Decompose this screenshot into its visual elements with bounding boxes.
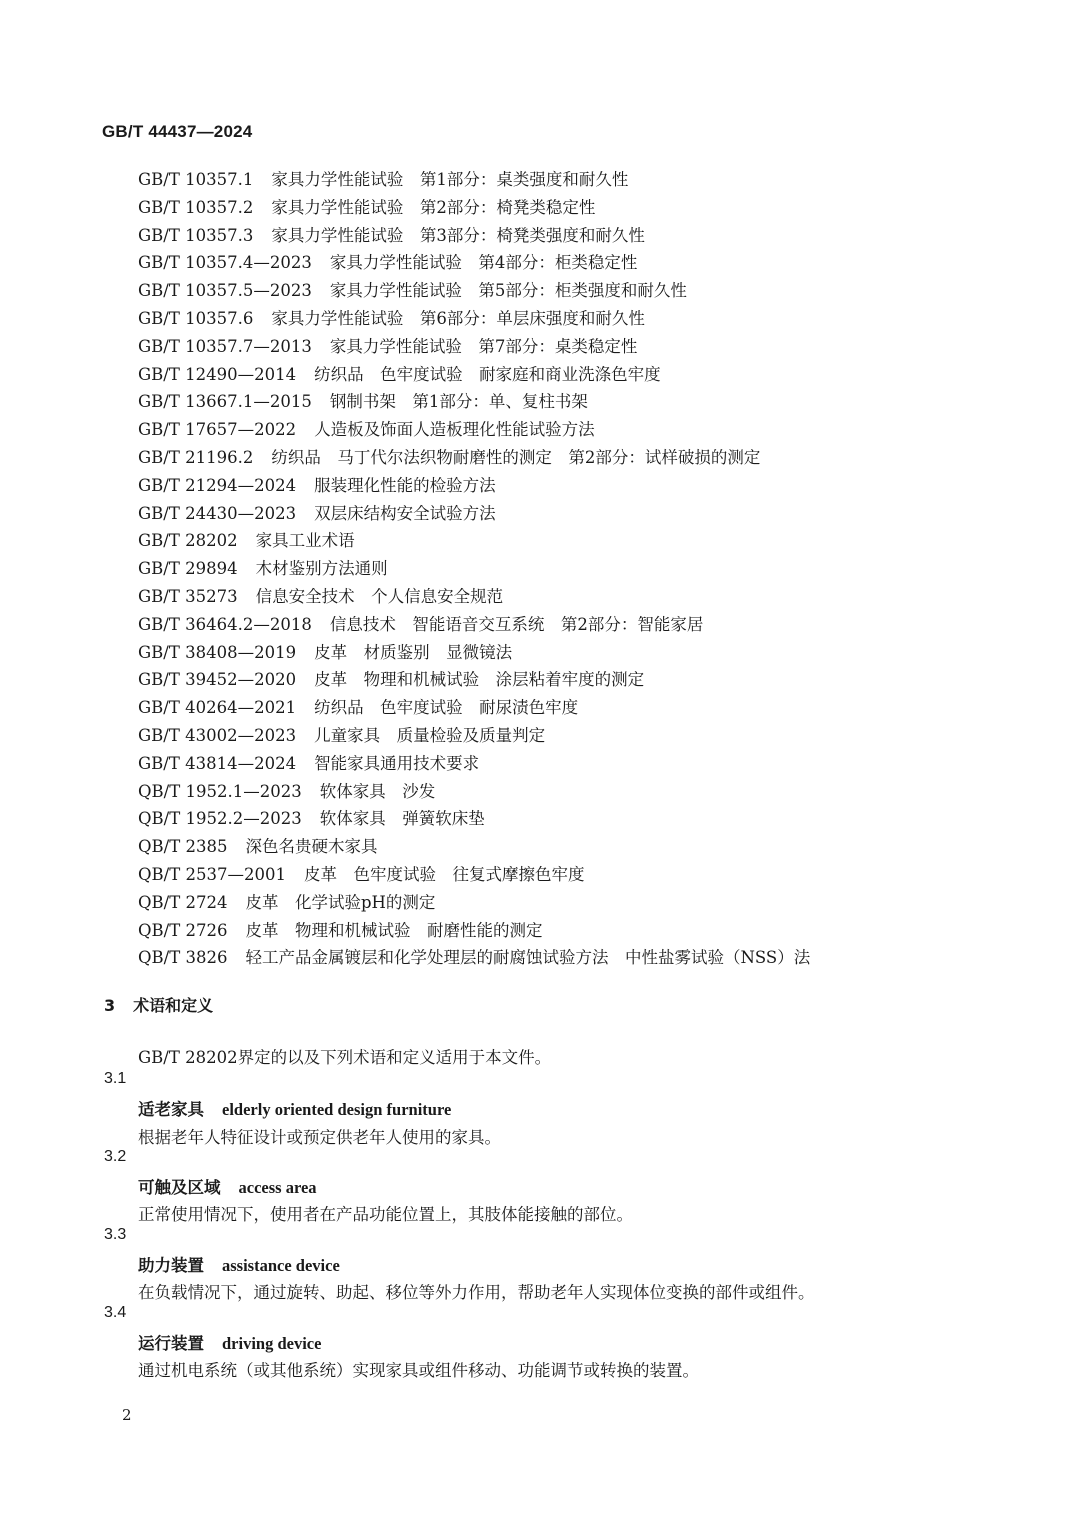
normative-references-list xyxy=(138,166,1038,972)
reference-code: GB/T 40264—2021 xyxy=(138,698,297,718)
reference-item xyxy=(138,611,1038,639)
reference-code: QB/T 1952.2—2023 xyxy=(138,809,302,829)
reference-title: 信息安全技术 个人信息安全规范 xyxy=(255,586,504,606)
reference-title: 木材鉴别方法通则 xyxy=(255,559,388,579)
reference-item xyxy=(138,500,1038,528)
reference-item xyxy=(138,555,1038,583)
reference-item xyxy=(138,722,1038,750)
reference-code: GB/T 43002—2023 xyxy=(138,725,297,745)
reference-item xyxy=(138,444,1038,472)
reference-item xyxy=(138,583,1038,611)
reference-code: QB/T 2724 xyxy=(138,892,228,912)
reference-code: QB/T 2537—2001 xyxy=(138,864,286,884)
reference-item xyxy=(138,416,1038,444)
reference-title: 人造板及饰面人造板理化性能试验方法 xyxy=(314,420,595,440)
reference-code: GB/T 12490—2014 xyxy=(138,364,297,384)
term-name xyxy=(138,1096,451,1120)
term-name-zh: 适老家具 xyxy=(138,1100,204,1119)
reference-item xyxy=(138,249,1038,277)
reference-title: 钢制书架 第1部分：单、复柱书架 xyxy=(329,392,588,412)
reference-code: GB/T 28202 xyxy=(138,531,238,551)
reference-item xyxy=(138,750,1038,778)
section-number: 3 xyxy=(104,996,116,1015)
page-number: 2 xyxy=(122,1406,132,1424)
reference-title: 家具力学性能试验 第3部分：椅凳类强度和耐久性 xyxy=(271,225,645,245)
reference-item xyxy=(138,222,1038,250)
reference-title: 家具力学性能试验 第6部分：单层床强度和耐久性 xyxy=(271,308,645,328)
reference-code: QB/T 2726 xyxy=(138,920,228,940)
reference-title: 深色名贵硬木家具 xyxy=(245,837,378,857)
term-number: 3.2 xyxy=(104,1148,127,1165)
reference-code: GB/T 10357.2 xyxy=(138,197,254,217)
reference-code: GB/T 38408—2019 xyxy=(138,642,297,662)
reference-item xyxy=(138,194,1038,222)
reference-code: GB/T 10357.5—2023 xyxy=(138,281,312,301)
term-definition: 通过机电系统（或其他系统）实现家具或组件移动、功能调节或转换的装置。 xyxy=(138,1361,699,1380)
reference-item xyxy=(138,805,1038,833)
reference-item xyxy=(138,861,1038,889)
reference-item xyxy=(138,639,1038,667)
reference-title: 家具力学性能试验 第5部分：柜类强度和耐久性 xyxy=(329,281,687,301)
reference-code: GB/T 21294—2024 xyxy=(138,475,297,495)
term-name-en: driving device xyxy=(222,1334,322,1353)
reference-item xyxy=(138,388,1038,416)
reference-code: GB/T 21196.2 xyxy=(138,447,254,467)
reference-title: 轻工产品金属镀层和化学处理层的耐腐蚀试验方法 中性盐雾试验（NSS）法 xyxy=(245,948,811,968)
reference-code: GB/T 43814—2024 xyxy=(138,753,297,773)
reference-item xyxy=(138,694,1038,722)
term-number: 3.1 xyxy=(104,1070,127,1087)
reference-title: 家具力学性能试验 第7部分：桌类稳定性 xyxy=(329,336,638,356)
reference-item xyxy=(138,666,1038,694)
reference-title: 家具工业术语 xyxy=(255,531,355,551)
reference-title: 皮革 材质鉴别 显微镜法 xyxy=(314,642,513,662)
reference-item xyxy=(138,889,1038,917)
reference-item xyxy=(138,361,1038,389)
reference-item xyxy=(138,305,1038,333)
section-title: 术语和定义 xyxy=(133,996,214,1015)
term-name xyxy=(138,1330,321,1354)
reference-title: 皮革 物理和机械试验 涂层粘着牢度的测定 xyxy=(314,670,645,690)
reference-item xyxy=(138,333,1038,361)
term-definition: 在负载情况下，通过旋转、助起、移位等外力作用，帮助老年人实现体位变换的部件或组件。 xyxy=(138,1283,815,1302)
term-name-zh: 可触及区域 xyxy=(138,1178,221,1197)
reference-title: 信息技术 智能语音交互系统 第2部分：智能家居 xyxy=(329,614,704,634)
section-heading xyxy=(104,993,213,1016)
reference-code: GB/T 10357.3 xyxy=(138,225,254,245)
reference-title: 软体家具 弹簧软床垫 xyxy=(319,809,485,829)
term-name-en: elderly oriented design furniture xyxy=(222,1100,452,1119)
reference-code: QB/T 3826 xyxy=(138,948,228,968)
reference-item xyxy=(138,833,1038,861)
term-number: 3.3 xyxy=(104,1226,127,1243)
reference-code: GB/T 10357.1 xyxy=(138,170,254,189)
reference-title: 纺织品 色牢度试验 耐家庭和商业洗涤色牢度 xyxy=(314,364,661,384)
reference-title: 家具力学性能试验 第1部分：桌类强度和耐久性 xyxy=(271,170,629,189)
term-name-en: assistance device xyxy=(222,1256,340,1275)
term-name-en: access area xyxy=(238,1178,317,1197)
reference-item xyxy=(138,917,1038,945)
reference-title: 皮革 色牢度试验 往复式摩擦色牢度 xyxy=(303,864,585,884)
reference-title: 纺织品 色牢度试验 耐尿渍色牢度 xyxy=(314,698,579,718)
reference-title: 双层床结构安全试验方法 xyxy=(314,503,496,523)
reference-code: GB/T 10357.6 xyxy=(138,308,254,328)
reference-code: GB/T 29894 xyxy=(138,559,238,579)
term-name xyxy=(138,1252,340,1276)
standard-header: GB/T 44437—2024 xyxy=(102,122,253,141)
reference-title: 皮革 物理和机械试验 耐磨性能的测定 xyxy=(245,920,543,940)
reference-code: GB/T 10357.7—2013 xyxy=(138,336,312,356)
reference-title: 智能家具通用技术要求 xyxy=(314,753,480,773)
reference-title: 纺织品 马丁代尔法织物耐磨性的测定 第2部分：试样破损的测定 xyxy=(271,447,761,467)
reference-item xyxy=(138,944,1038,972)
reference-item xyxy=(138,166,1038,194)
reference-item xyxy=(138,778,1038,806)
term-definition: 正常使用情况下，使用者在产品功能位置上，其肢体能接触的部位。 xyxy=(138,1205,633,1224)
reference-code: QB/T 2385 xyxy=(138,837,228,857)
term-number: 3.4 xyxy=(104,1304,127,1321)
reference-title: 儿童家具 质量检验及质量判定 xyxy=(314,725,546,745)
reference-item xyxy=(138,527,1038,555)
reference-item xyxy=(138,277,1038,305)
reference-code: GB/T 36464.2—2018 xyxy=(138,614,312,634)
reference-code: GB/T 24430—2023 xyxy=(138,503,297,523)
term-name-zh: 运行装置 xyxy=(138,1334,204,1353)
reference-code: GB/T 39452—2020 xyxy=(138,670,297,690)
term-definition: 根据老年人特征设计或预定供老年人使用的家具。 xyxy=(138,1128,501,1147)
reference-title: 家具力学性能试验 第4部分：柜类稳定性 xyxy=(329,253,638,273)
reference-code: QB/T 1952.1—2023 xyxy=(138,781,302,801)
reference-title: 家具力学性能试验 第2部分：椅凳类稳定性 xyxy=(271,197,596,217)
reference-code: GB/T 10357.4—2023 xyxy=(138,253,312,273)
reference-code: GB/T 13667.1—2015 xyxy=(138,392,312,412)
reference-code: GB/T 17657—2022 xyxy=(138,420,297,440)
reference-code: GB/T 35273 xyxy=(138,586,238,606)
term-name xyxy=(138,1174,317,1198)
term-name-zh: 助力装置 xyxy=(138,1256,204,1275)
reference-title: 服装理化性能的检验方法 xyxy=(314,475,496,495)
reference-item xyxy=(138,472,1038,500)
reference-title: 皮革 化学试验pH的测定 xyxy=(245,892,436,912)
section-intro: GB/T 28202界定的以及下列术语和定义适用于本文件。 xyxy=(138,1048,552,1067)
reference-title: 软体家具 沙发 xyxy=(319,781,436,801)
